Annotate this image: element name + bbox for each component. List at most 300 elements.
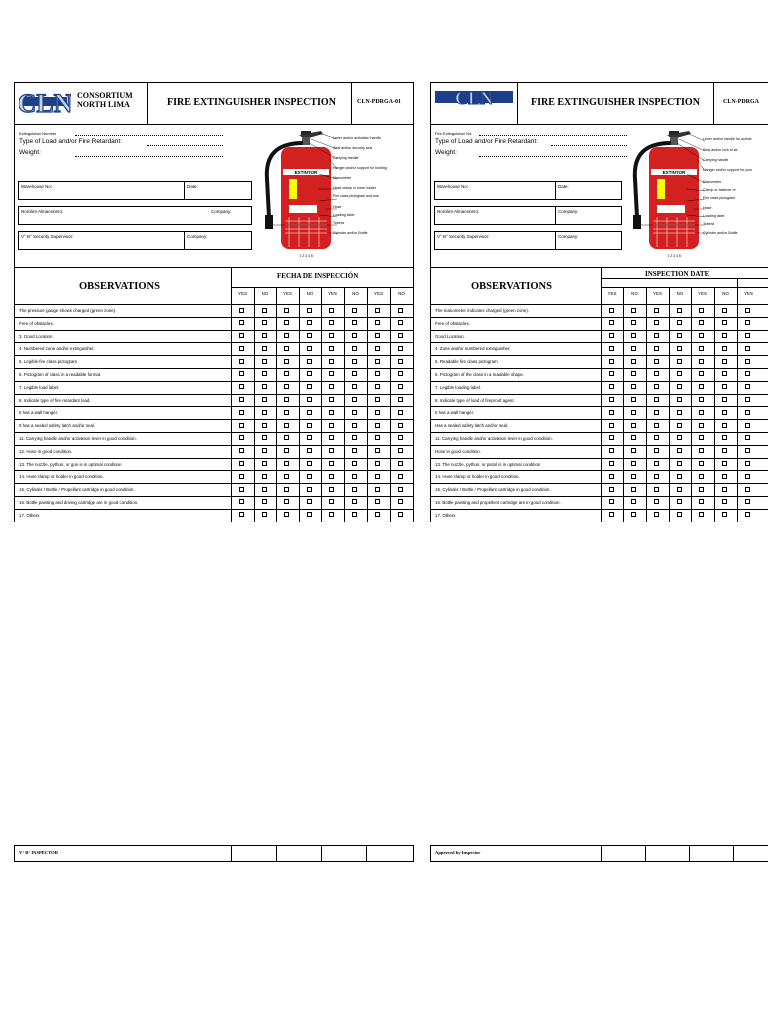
yes-checkbox[interactable] [239,308,244,313]
yes-checkbox[interactable] [329,487,334,492]
yes-checkbox[interactable] [375,448,380,453]
no-checkbox[interactable] [398,512,403,517]
no-checkbox[interactable] [307,308,312,313]
yes-checkbox[interactable] [329,397,334,402]
yes-checkbox[interactable] [239,512,244,517]
no-checkbox[interactable] [352,320,357,325]
yes-checkbox[interactable] [699,435,704,440]
no-checkbox[interactable] [722,346,727,351]
no-checkbox[interactable] [262,346,267,351]
info-section: Extinguisher Number Type of Load and/or Fire Retardant: Weight: Warehouse No: Date: Nombre Almacenero: Company: V° B° Security Supervisor: Company: EXTINTOR 1 2 3 4 5 Lever and/or activation handle Seal and/or security seal Carrying handle Hanger and/or support for holding Manometer Hose clamp or hose holder Fire class pictogram and use Hose Loading label Tobera Cylinder and/or Bottle [15,125,413,268]
no-checkbox[interactable] [307,333,312,338]
no-checkbox[interactable] [677,371,682,376]
ext-number-field[interactable] [479,135,627,136]
yes-checkbox[interactable] [654,410,659,415]
yes-checkbox[interactable] [239,461,244,466]
yes-checkbox[interactable] [745,397,750,402]
yes-checkbox[interactable] [284,371,289,376]
no-checkbox[interactable] [262,333,267,338]
yes-checkbox[interactable] [699,499,704,504]
checklist-row [431,368,768,381]
no-checkbox[interactable] [398,461,403,466]
no-checkbox[interactable] [352,423,357,428]
yes-checkbox[interactable] [375,461,380,466]
no-checkbox[interactable] [352,461,357,466]
yes-checkbox[interactable] [609,499,614,504]
no-checkbox[interactable] [631,346,636,351]
yes-checkbox[interactable] [654,320,659,325]
warehouse-date-box[interactable] [434,181,622,200]
yes-checkbox[interactable] [699,320,704,325]
yes-checkbox[interactable] [654,384,659,389]
yes-checkbox[interactable] [699,346,704,351]
yes-checkbox[interactable] [654,487,659,492]
yes-checkbox[interactable] [745,333,750,338]
no-checkbox[interactable] [307,359,312,364]
no-checkbox[interactable] [631,397,636,402]
no-checkbox[interactable] [307,512,312,517]
yes-checkbox[interactable] [329,461,334,466]
no-checkbox[interactable] [352,371,357,376]
no-checkbox[interactable] [262,371,267,376]
yes-checkbox[interactable] [284,359,289,364]
no-checkbox[interactable] [677,359,682,364]
yes-checkbox[interactable] [745,487,750,492]
no-checkbox[interactable] [722,410,727,415]
yes-checkbox[interactable] [609,435,614,440]
weight-field[interactable] [479,156,627,157]
form-code: CLN-PDRGA [723,99,759,105]
no-checkbox[interactable] [677,308,682,313]
no-checkbox[interactable] [631,320,636,325]
yes-checkbox[interactable] [329,308,334,313]
yes-checkbox[interactable] [375,384,380,389]
no-checkbox[interactable] [398,448,403,453]
no-checkbox[interactable] [677,499,682,504]
checklist-row [15,419,413,432]
yes-checkbox[interactable] [284,384,289,389]
no-checkbox[interactable] [722,423,727,428]
checklist-item-label: 5. Legible fire class pictogram [19,359,78,365]
no-checkbox[interactable] [677,397,682,402]
yes-checkbox[interactable] [699,333,704,338]
no-checkbox[interactable] [352,448,357,453]
yes-checkbox[interactable] [239,474,244,479]
yes-checkbox[interactable] [745,435,750,440]
no-checkbox[interactable] [262,384,267,389]
no-checkbox[interactable] [722,371,727,376]
yes-checkbox[interactable] [284,397,289,402]
observations-header [431,268,768,304]
yes-checkbox[interactable] [654,308,659,313]
yes-checkbox[interactable] [699,461,704,466]
yes-checkbox[interactable] [699,448,704,453]
no-checkbox[interactable] [307,474,312,479]
no-checkbox[interactable] [262,359,267,364]
yes-checkbox[interactable] [654,435,659,440]
yes-checkbox[interactable] [745,371,750,376]
checklist-item-label: 15. Cylinder / Bottle / Propellant cartridge in good condition. [19,487,135,493]
ext-number-label: Fire Extinguisher No: [435,131,473,136]
load-type-field[interactable] [551,145,627,146]
yes-checkbox[interactable] [699,308,704,313]
yes-checkbox[interactable] [699,371,704,376]
yes-checkbox[interactable] [654,499,659,504]
no-checkbox[interactable] [631,333,636,338]
yes-checkbox[interactable] [284,423,289,428]
no-checkbox[interactable] [677,423,682,428]
yes-checkbox[interactable] [609,308,614,313]
no-checkbox[interactable] [262,410,267,415]
yes-checkbox[interactable] [239,487,244,492]
no-checkbox[interactable] [631,512,636,517]
no-checkbox[interactable] [352,499,357,504]
supervisor-company-box[interactable] [434,231,622,250]
no-checkbox[interactable] [262,448,267,453]
yes-checkbox[interactable] [609,371,614,376]
no-checkbox[interactable] [352,487,357,492]
yes-checkbox[interactable] [654,346,659,351]
no-checkbox[interactable] [631,499,636,504]
no-checkbox[interactable] [262,499,267,504]
no-checkbox[interactable] [398,487,403,492]
no-checkbox[interactable] [398,435,403,440]
yes-checkbox[interactable] [609,320,614,325]
yes-checkbox[interactable] [609,512,614,517]
yes-checkbox[interactable] [375,346,380,351]
yes-checkbox[interactable] [699,397,704,402]
yes-checkbox[interactable] [375,474,380,479]
no-checkbox[interactable] [307,371,312,376]
yes-checkbox[interactable] [284,499,289,504]
checklist-item-label: 15. Cylinder / Bottle / Propellant cartridge in good condition. [435,487,551,493]
yes-checkbox[interactable] [375,359,380,364]
checklist-item-label: Free of obstacles. [435,320,470,326]
yes-checkbox[interactable] [745,448,750,453]
no-checkbox[interactable] [307,384,312,389]
no-checkbox[interactable] [722,397,727,402]
no-checkbox[interactable] [631,487,636,492]
no-checkbox[interactable] [677,487,682,492]
yes-checkbox[interactable] [284,435,289,440]
yes-checkbox[interactable] [654,397,659,402]
yes-checkbox[interactable] [329,499,334,504]
yes-checkbox[interactable] [375,410,380,415]
no-checkbox[interactable] [722,487,727,492]
yes-checkbox[interactable] [745,359,750,364]
yes-checkbox[interactable] [375,320,380,325]
no-checkbox[interactable] [722,333,727,338]
yes-checkbox[interactable] [329,346,334,351]
yes-checkbox[interactable] [284,410,289,415]
yes-checkbox[interactable] [745,320,750,325]
yes-checkbox[interactable] [745,461,750,466]
yes-checkbox[interactable] [699,512,704,517]
weight-field[interactable] [75,156,223,157]
form-code: CLN-PDRGA-01 [357,99,401,105]
no-checkbox[interactable] [631,308,636,313]
no-checkbox[interactable] [352,346,357,351]
yes-checkbox[interactable] [375,371,380,376]
no-checkbox[interactable] [307,320,312,325]
no-checkbox[interactable] [677,512,682,517]
yes-checkbox[interactable] [375,499,380,504]
no-checkbox[interactable] [677,346,682,351]
no-checkbox[interactable] [722,512,727,517]
no-checkbox[interactable] [677,435,682,440]
checklist-row [15,458,413,471]
yes-checkbox[interactable] [745,512,750,517]
yes-checkbox[interactable] [375,308,380,313]
no-checkbox[interactable] [398,320,403,325]
no-checkbox[interactable] [307,448,312,453]
yes-checkbox[interactable] [654,423,659,428]
no-checkbox[interactable] [398,371,403,376]
no-checkbox[interactable] [677,410,682,415]
yes-checkbox[interactable] [329,448,334,453]
no-checkbox[interactable] [722,461,727,466]
yes-checkbox[interactable] [329,474,334,479]
no-checkbox[interactable] [398,410,403,415]
no-checkbox[interactable] [677,474,682,479]
no-checkbox[interactable] [631,371,636,376]
yes-checkbox[interactable] [654,371,659,376]
checklist-item-label: It has a wall hanger. [435,410,475,416]
no-checkbox[interactable] [398,499,403,504]
no-checkbox[interactable] [262,474,267,479]
yes-checkbox[interactable] [239,499,244,504]
no-checkbox[interactable] [722,474,727,479]
yes-checkbox[interactable] [609,346,614,351]
no-checkbox[interactable] [352,384,357,389]
yes-checkbox[interactable] [329,333,334,338]
no-checkbox[interactable] [352,397,357,402]
yes-checkbox[interactable] [609,333,614,338]
checklist-row [15,432,413,445]
checklist-row [15,509,413,522]
store-company-box[interactable] [434,206,622,225]
no-checkbox[interactable] [631,435,636,440]
no-checkbox[interactable] [722,320,727,325]
warehouse-date-box[interactable] [18,181,252,200]
yes-checkbox[interactable] [284,346,289,351]
no-checkbox[interactable] [262,487,267,492]
no-checkbox[interactable] [307,435,312,440]
yes-checkbox[interactable] [745,410,750,415]
no-checkbox[interactable] [677,461,682,466]
checklist-row [431,342,768,355]
yes-checkbox[interactable] [745,308,750,313]
yes-checkbox[interactable] [699,474,704,479]
no-checkbox[interactable] [398,474,403,479]
no-checkbox[interactable] [631,474,636,479]
no-checkbox[interactable] [631,448,636,453]
yes-checkbox[interactable] [329,512,334,517]
no-checkbox[interactable] [307,487,312,492]
yes-checkbox[interactable] [699,384,704,389]
yes-checkbox[interactable] [375,487,380,492]
no-checkbox[interactable] [262,320,267,325]
yes-checkbox[interactable] [329,371,334,376]
inspector-signature-row-left [14,845,414,862]
yes-checkbox[interactable] [699,410,704,415]
yes-no-header: YES NO YES NO YES NO YES [601,287,768,305]
yes-checkbox[interactable] [699,359,704,364]
yes-checkbox[interactable] [329,423,334,428]
checklist-row [15,496,413,509]
yes-checkbox[interactable] [609,461,614,466]
yes-checkbox[interactable] [745,384,750,389]
yes-checkbox[interactable] [745,423,750,428]
no-checkbox[interactable] [631,461,636,466]
store-company-box[interactable] [18,206,252,225]
no-checkbox[interactable] [722,448,727,453]
no-checkbox[interactable] [722,308,727,313]
yes-checkbox[interactable] [284,308,289,313]
yes-checkbox[interactable] [609,410,614,415]
no-checkbox[interactable] [677,320,682,325]
yes-checkbox[interactable] [284,487,289,492]
supervisor-company-box[interactable] [18,231,252,250]
checklist-row [15,304,413,317]
svg-text:EXTINTOR: EXTINTOR [662,170,686,175]
yes-checkbox[interactable] [654,461,659,466]
checklist-row [431,394,768,407]
yes-checkbox[interactable] [375,397,380,402]
no-checkbox[interactable] [307,410,312,415]
no-checkbox[interactable] [352,308,357,313]
no-checkbox[interactable] [352,410,357,415]
no-checkbox[interactable] [631,359,636,364]
no-checkbox[interactable] [307,423,312,428]
yes-checkbox[interactable] [609,359,614,364]
store-name-label: Nombre Almacenero: [21,209,64,214]
yes-checkbox[interactable] [239,435,244,440]
checklist-row [431,445,768,458]
yes-checkbox[interactable] [239,359,244,364]
no-checkbox[interactable] [307,397,312,402]
yes-checkbox[interactable] [654,512,659,517]
yes-checkbox[interactable] [654,448,659,453]
yes-checkbox[interactable] [239,346,244,351]
checklist-row [15,317,413,330]
no-checkbox[interactable] [262,512,267,517]
no-checkbox[interactable] [352,435,357,440]
yes-checkbox[interactable] [284,448,289,453]
no-checkbox[interactable] [677,448,682,453]
no-checkbox[interactable] [262,423,267,428]
yes-checkbox[interactable] [239,410,244,415]
load-type-field[interactable] [147,145,223,146]
yes-checkbox[interactable] [609,474,614,479]
yes-checkbox[interactable] [609,448,614,453]
yes-checkbox[interactable] [609,384,614,389]
yes-checkbox[interactable] [284,461,289,466]
no-checkbox[interactable] [631,423,636,428]
no-checkbox[interactable] [352,333,357,338]
yes-checkbox[interactable] [284,474,289,479]
no-checkbox[interactable] [262,461,267,466]
no-checkbox[interactable] [631,384,636,389]
yes-checkbox[interactable] [375,435,380,440]
no-checkbox[interactable] [722,499,727,504]
yes-checkbox[interactable] [239,448,244,453]
no-checkbox[interactable] [398,423,403,428]
yes-checkbox[interactable] [699,423,704,428]
no-checkbox[interactable] [307,499,312,504]
supervisor-label: V° B° Security Supervisor: [21,234,74,239]
yes-checkbox[interactable] [329,410,334,415]
yes-checkbox[interactable] [609,487,614,492]
checklist-rows [15,304,413,522]
no-checkbox[interactable] [352,512,357,517]
yes-checkbox[interactable] [239,371,244,376]
no-checkbox[interactable] [677,333,682,338]
no-checkbox[interactable] [307,346,312,351]
yes-checkbox[interactable] [654,359,659,364]
yes-checkbox[interactable] [329,320,334,325]
form-title: FIRE EXTINGUISHER INSPECTION [167,97,336,108]
yes-checkbox[interactable] [745,346,750,351]
yes-checkbox[interactable] [284,512,289,517]
yes-checkbox[interactable] [745,474,750,479]
no-checkbox[interactable] [677,384,682,389]
no-checkbox[interactable] [722,359,727,364]
date-label: Date: [558,184,569,189]
no-checkbox[interactable] [307,461,312,466]
yes-checkbox[interactable] [284,320,289,325]
yes-checkbox[interactable] [654,333,659,338]
yes-checkbox[interactable] [284,333,289,338]
yes-checkbox[interactable] [239,423,244,428]
no-checkbox[interactable] [398,397,403,402]
yes-checkbox[interactable] [329,384,334,389]
no-checkbox[interactable] [262,397,267,402]
yes-checkbox[interactable] [375,423,380,428]
no-checkbox[interactable] [722,435,727,440]
yes-checkbox[interactable] [609,423,614,428]
no-checkbox[interactable] [352,474,357,479]
yes-checkbox[interactable] [654,474,659,479]
date-label: Date: [187,184,198,189]
yes-checkbox[interactable] [375,512,380,517]
checklist-item-label: 4. Zone and/or numbered extinguisher. [435,346,511,352]
no-checkbox[interactable] [352,359,357,364]
no-checkbox[interactable] [262,435,267,440]
no-checkbox[interactable] [262,308,267,313]
yes-checkbox[interactable] [375,333,380,338]
no-checkbox[interactable] [398,384,403,389]
yes-checkbox[interactable] [745,499,750,504]
no-checkbox[interactable] [398,346,403,351]
ext-number-field[interactable] [75,135,223,136]
no-checkbox[interactable] [631,410,636,415]
yes-checkbox[interactable] [239,384,244,389]
yes-checkbox[interactable] [329,359,334,364]
checklist-item-label: Hose in good condition. [435,448,481,454]
no-checkbox[interactable] [722,384,727,389]
yes-checkbox[interactable] [239,320,244,325]
yes-checkbox[interactable] [329,435,334,440]
yes-checkbox[interactable] [239,333,244,338]
yes-checkbox[interactable] [699,487,704,492]
yes-checkbox[interactable] [239,397,244,402]
ext-number-label: Extinguisher Number [19,131,57,136]
no-checkbox[interactable] [398,308,403,313]
no-checkbox[interactable] [398,359,403,364]
no-checkbox[interactable] [398,333,403,338]
yes-checkbox[interactable] [609,397,614,402]
